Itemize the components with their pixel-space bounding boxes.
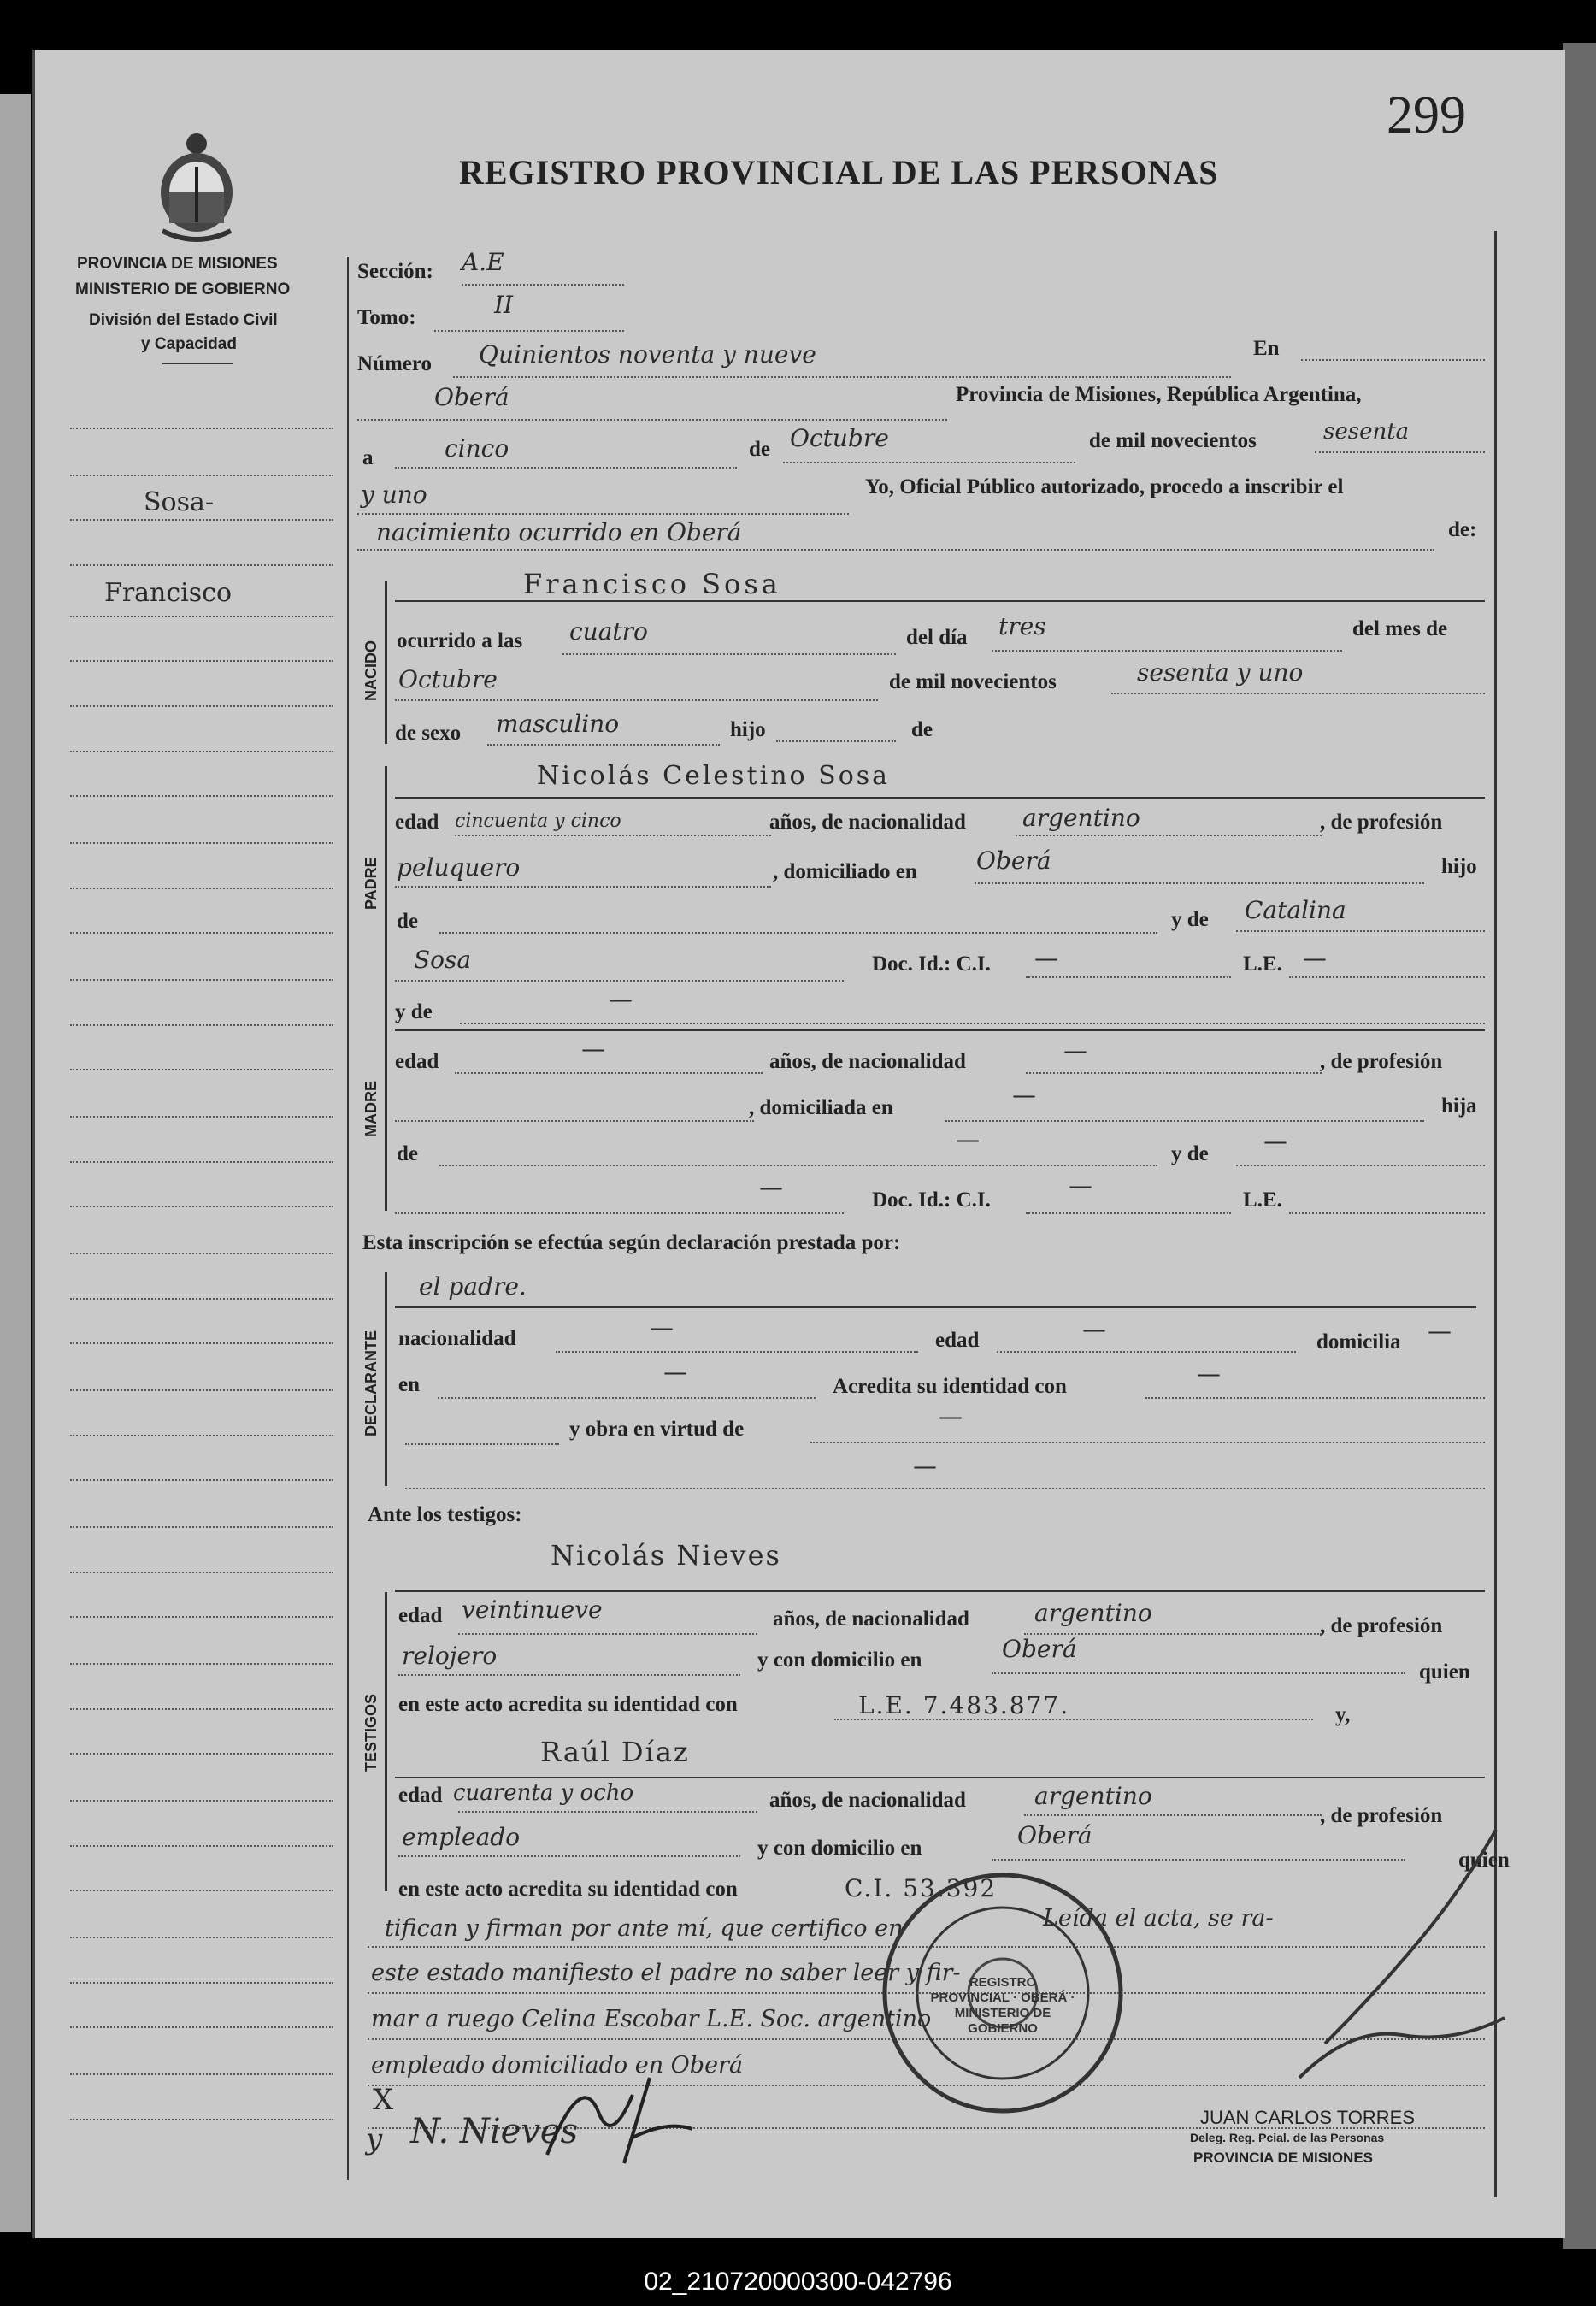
value-anio-cont: y uno	[361, 481, 427, 509]
value-madre-domicilio: —	[1012, 1081, 1036, 1109]
main-left-rule	[347, 257, 349, 2180]
form-line	[1145, 1397, 1485, 1399]
label-declarante-obra: y obra en virtud de	[569, 1418, 745, 1441]
declarante-rule	[385, 1272, 387, 1486]
label-en: En	[1253, 337, 1280, 360]
form-line	[439, 1165, 1157, 1166]
form-line	[395, 1590, 1485, 1592]
label-madre-domicilio: , domiciliada en	[749, 1096, 893, 1119]
signature-y: y	[366, 2122, 383, 2156]
side-label-testigos: TESTIGOS	[362, 1693, 380, 1772]
label-madre-le: L.E.	[1243, 1188, 1282, 1212]
label-mil-novecientos: de mil novecientos	[1089, 429, 1257, 452]
stamp-text: REGISTRO PROVINCIAL · OBERÁ · MINISTERIO DE GOBIERNO	[930, 1975, 1075, 2036]
label-provincia: Provincia de Misiones, República Argentina,	[956, 383, 1362, 406]
form-line	[395, 467, 737, 469]
value-madre-ci: —	[1069, 1171, 1092, 1200]
label-declarante-domicilia: domicilia	[1316, 1330, 1401, 1354]
value-sexo: masculino	[496, 710, 620, 738]
value-testigo1-profesion: relojero	[402, 1642, 498, 1670]
office-ministry: MINISTERIO DE GOBIERNO	[75, 280, 291, 298]
form-line	[460, 1023, 1485, 1024]
form-line	[395, 1212, 844, 1214]
label-madre-hija: hija	[1441, 1094, 1477, 1118]
form-line	[357, 513, 849, 515]
form-line	[70, 1206, 333, 1207]
form-line	[1026, 1072, 1322, 1074]
office-division-2: y Capacidad	[141, 335, 237, 353]
form-line	[70, 1616, 333, 1618]
label-madre-profesion: , de profesión	[1320, 1050, 1443, 1073]
label-ocurrido: ocurrido a las	[397, 629, 523, 652]
office-province: PROVINCIA DE MISIONES	[77, 255, 278, 273]
form-line	[398, 1855, 740, 1857]
value-testigo2: Raúl Díaz	[540, 1736, 690, 1768]
official-name: JUAN CARLOS TORRES	[1200, 2107, 1416, 2128]
value-testigo2-edad: cuarenta y ocho	[453, 1780, 634, 1806]
form-line	[70, 751, 333, 752]
form-line	[70, 1708, 333, 1710]
label-padre-edad: edad	[395, 811, 439, 834]
label-testigo2-profesion: , de profesión	[1320, 1804, 1443, 1827]
value-padre-domicilio: Oberá	[976, 846, 1051, 875]
form-line	[70, 888, 333, 889]
form-line	[70, 2026, 333, 2028]
form-line	[395, 1777, 1485, 1778]
value-testigo1-edad: veintinueve	[462, 1595, 603, 1624]
value-padre-madre: Catalina	[1245, 896, 1346, 924]
form-line	[70, 1937, 333, 1938]
value-padre-ci: —	[1034, 944, 1058, 972]
label-testigo1-acredita: en este acto acredita su identidad con	[398, 1693, 738, 1716]
value-declarante: el padre.	[419, 1272, 527, 1300]
form-line	[70, 2119, 333, 2120]
form-line	[70, 1389, 333, 1391]
value-numero: Quinientos noventa y nueve	[479, 340, 816, 369]
label-inscripcion: Esta inscripción se efectúa según declaración prestada por:	[362, 1231, 901, 1254]
form-line	[395, 699, 878, 701]
label-declarante-acredita: Acredita su identidad con	[833, 1375, 1067, 1398]
label-padre-de: de	[397, 910, 418, 933]
label-de-2: de	[911, 718, 933, 741]
form-line	[434, 330, 624, 332]
label-del-mes: del mes de	[1352, 617, 1448, 640]
form-line	[487, 744, 720, 746]
value-padre-le: —	[1303, 944, 1327, 972]
side-label-declarante: DECLARANTE	[362, 1330, 380, 1436]
form-line	[398, 1674, 740, 1676]
form-line	[395, 1306, 1476, 1308]
value-seccion: A.E	[462, 248, 504, 276]
label-de-colon: de:	[1448, 518, 1477, 541]
value-testigo1-domicilio: Oberá	[1002, 1635, 1077, 1663]
form-line	[70, 1479, 333, 1481]
right-page-edge	[1563, 43, 1596, 2249]
form-line	[405, 1488, 1485, 1489]
label-hijo-o: hijo	[730, 718, 766, 741]
form-line	[810, 1442, 1485, 1443]
form-line	[70, 1116, 333, 1118]
form-line	[70, 1982, 333, 1984]
page-number: 299	[1387, 86, 1466, 144]
label-testigo1-nacionalidad: años, de nacionalidad	[773, 1607, 969, 1631]
label-declarante-edad: edad	[935, 1329, 980, 1352]
value-dia-inscripcion: cinco	[445, 434, 509, 463]
signature-witness: N. Nieves	[410, 2112, 579, 2151]
label-declarante-nacionalidad: nacionalidad	[398, 1327, 516, 1350]
margin-given-name: Francisco	[104, 578, 233, 608]
value-acto: nacimiento ocurrido en Oberá	[376, 518, 742, 546]
form-line	[70, 1069, 333, 1070]
label-testigo2-nacionalidad: años, de nacionalidad	[769, 1789, 966, 1812]
form-line	[1026, 976, 1231, 978]
record-title: REGISTRO PROVINCIAL DE LAS PERSONAS	[459, 153, 1219, 192]
form-line	[458, 1811, 757, 1813]
form-line	[1289, 1212, 1485, 1214]
side-label-padre: PADRE	[362, 857, 380, 910]
side-label-nacido: NACIDO	[362, 640, 380, 701]
value-nacido-nombre: Francisco Sosa	[523, 568, 781, 600]
form-line	[357, 419, 947, 421]
value-declarante-domicilia: —	[1428, 1317, 1452, 1345]
form-line	[945, 1120, 1424, 1122]
value-closing-5: empleado domiciliado en Oberá	[371, 2052, 744, 2079]
form-line	[70, 795, 333, 797]
label-tomo: Tomo:	[357, 306, 416, 329]
form-line	[562, 653, 896, 655]
value-anio-inscripcion: sesenta	[1323, 419, 1410, 445]
label-testigo2-edad: edad	[398, 1784, 443, 1807]
form-line	[1016, 835, 1322, 836]
label-declarante-en: en	[398, 1373, 420, 1396]
value-padre-madre-apellido: Sosa	[414, 946, 472, 974]
value-madre-edad: —	[581, 1035, 605, 1063]
form-line	[405, 1443, 559, 1445]
value-tomo: II	[494, 291, 514, 319]
form-line	[458, 1633, 757, 1635]
form-line	[70, 1526, 333, 1528]
label-padre-doc: Doc. Id.: C.I.	[872, 952, 991, 976]
value-padre-nacionalidad: argentino	[1022, 804, 1140, 832]
form-line	[1236, 1165, 1485, 1166]
label-testigo2-acredita: en este acto acredita su identidad con	[398, 1878, 738, 1901]
label-testigo1-domicilio: y con domicilio en	[757, 1648, 922, 1672]
form-line	[1315, 451, 1485, 453]
side-label-madre: MADRE	[362, 1081, 380, 1137]
official-province: PROVINCIA DE MISIONES	[1193, 2150, 1374, 2166]
official-stamp	[879, 1869, 1127, 2117]
value-declarante-obra: —	[939, 1402, 963, 1430]
form-line	[70, 1890, 333, 1891]
margin-surname: Sosa-	[144, 487, 215, 517]
form-line	[70, 660, 333, 662]
label-numero: Número	[357, 352, 433, 375]
value-declarante-edad: —	[1082, 1315, 1106, 1343]
label-padre-nacionalidad: años, de nacionalidad	[769, 811, 966, 834]
label-padre-domicilio: , domiciliado en	[773, 860, 917, 883]
value-madre-padres: —	[956, 1125, 980, 1153]
value-declarante-acredita: —	[1197, 1359, 1221, 1388]
form-line	[992, 1672, 1405, 1674]
form-line	[70, 1298, 333, 1300]
signature-official	[1248, 1821, 1530, 2108]
form-line	[776, 740, 896, 742]
form-line	[395, 600, 1485, 602]
form-line	[70, 1753, 333, 1755]
office-division: División del Estado Civil	[89, 311, 278, 329]
form-line	[70, 1800, 333, 1802]
form-line	[1236, 930, 1485, 932]
form-line	[395, 1029, 1485, 1031]
form-line	[395, 797, 1485, 799]
label-madre-nacionalidad: años, de nacionalidad	[769, 1050, 966, 1073]
form-line	[70, 1845, 333, 1847]
coat-of-arms-icon	[154, 128, 239, 252]
value-padre-edad: cincuenta y cinco	[455, 811, 621, 832]
value-testigo2-nacionalidad: argentino	[1034, 1782, 1152, 1810]
label-ante-testigos: Ante los testigos:	[368, 1503, 522, 1526]
form-line	[70, 2073, 333, 2075]
value-madre-y-de: —	[1263, 1127, 1287, 1155]
label-padre-le: L.E.	[1243, 952, 1282, 976]
form-line	[70, 1024, 333, 1026]
label-seccion: Sección:	[357, 260, 433, 283]
padre-rule	[385, 766, 387, 997]
form-line	[1111, 693, 1485, 694]
form-line	[70, 1253, 333, 1254]
form-line	[395, 1120, 754, 1122]
testigos-rule	[385, 1592, 387, 1891]
office-underline	[162, 363, 233, 364]
label-testigo2-domicilio: y con domicilio en	[757, 1837, 922, 1860]
value-madre-nacionalidad: —	[1063, 1036, 1087, 1065]
form-line	[453, 376, 1231, 378]
value-testigo1-nacionalidad: argentino	[1034, 1599, 1152, 1627]
label-madre-y-de: y de	[395, 1000, 433, 1023]
value-dia: tres	[998, 612, 1046, 640]
signature-cross: X	[373, 2083, 394, 2117]
label-padre-hijo: hijo	[1441, 855, 1477, 878]
footer-id: 02_210720000300-042796	[644, 2268, 952, 2296]
value-closing-2: tifican y firman por ante mí, que certifico en	[385, 1915, 904, 1942]
label-yo-oficial: Yo, Oficial Público autorizado, procedo a inscribir el	[865, 475, 1344, 498]
form-line	[997, 1351, 1296, 1353]
form-line	[1024, 1814, 1322, 1816]
form-line	[455, 1072, 763, 1074]
form-line	[70, 1342, 333, 1344]
label-testigo2-quien: quien	[1458, 1849, 1510, 1872]
value-declarante-en: —	[663, 1358, 687, 1386]
form-line	[1026, 1212, 1231, 1214]
value-closing-4: mar a ruego Celina Escobar L.E. Soc. argentino	[371, 2006, 932, 2032]
form-line	[455, 835, 771, 836]
label-sexo: de sexo	[395, 722, 462, 745]
form-line	[992, 650, 1342, 652]
form-line	[70, 842, 333, 844]
form-line	[70, 475, 333, 476]
form-line	[70, 519, 333, 521]
form-line	[1301, 359, 1485, 361]
value-madre-extra: —	[759, 1173, 783, 1201]
form-line	[439, 932, 1157, 934]
value-testigo2-domicilio: Oberá	[1017, 1821, 1092, 1849]
label-madre-doc: Doc. Id.: C.I.	[872, 1188, 991, 1212]
value-declarante-nacionalidad: —	[650, 1313, 674, 1342]
value-closing-3: este estado manifiesto el padre no saber leer y fir-	[371, 1960, 961, 1986]
label-del-dia: del día	[906, 626, 968, 649]
value-madre-nombre: —	[609, 985, 633, 1013]
madre-rule	[385, 997, 387, 1211]
label-testigo1-edad: edad	[398, 1604, 443, 1627]
label-madre-edad: edad	[395, 1050, 439, 1073]
value-testigo2-profesion: empleado	[402, 1823, 521, 1851]
form-line	[70, 705, 333, 707]
value-hora: cuatro	[569, 617, 648, 646]
value-testigo2-doc: C.I. 53.392	[845, 1874, 998, 1902]
form-line	[975, 882, 1424, 884]
label-madre-y-de-2: y de	[1171, 1142, 1209, 1165]
label-mil-novecientos-2: de mil novecientos	[889, 670, 1057, 693]
left-page-edge	[0, 94, 31, 2232]
form-line	[70, 564, 333, 566]
label-testigo1-quien: quien	[1419, 1660, 1470, 1684]
label-a: a	[362, 446, 374, 469]
label-padre-profesion: , de profesión	[1320, 811, 1443, 834]
value-declarante-extra: —	[913, 1452, 937, 1480]
signature-flourish	[530, 2061, 701, 2176]
label-testigo1-y: y,	[1335, 1703, 1351, 1726]
form-line	[70, 1435, 333, 1436]
value-mes-inscripcion: Octubre	[790, 424, 889, 452]
value-mes: Octubre	[398, 665, 498, 693]
form-line	[70, 932, 333, 934]
official-title: Deleg. Reg. Pcial. de las Personas	[1190, 2131, 1385, 2144]
nacido-rule	[385, 581, 387, 744]
form-line	[783, 462, 1075, 463]
form-line	[357, 549, 1434, 551]
form-line	[395, 886, 771, 888]
form-line	[1289, 976, 1485, 978]
value-testigo1: Nicolás Nieves	[551, 1539, 781, 1572]
form-line	[70, 1572, 333, 1573]
form-line	[70, 1161, 333, 1163]
form-line	[438, 1397, 816, 1399]
value-testigo1-doc: L.E. 7.483.877.	[858, 1691, 1070, 1719]
form-line	[395, 980, 844, 982]
value-hijo-de: Nicolás Celestino Sosa	[537, 761, 891, 791]
value-anio: sesenta y uno	[1137, 658, 1304, 687]
label-padre-y-de: y de	[1171, 908, 1209, 931]
value-lugar: Oberá	[434, 383, 509, 411]
form-line	[70, 428, 333, 429]
form-line	[70, 616, 333, 617]
form-line	[462, 284, 624, 286]
value-padre-profesion: peluquero	[397, 853, 521, 882]
value-closing-1: Leída el acta, se ra-	[1043, 1905, 1274, 1931]
form-line	[70, 979, 333, 981]
label-madre-de: de	[397, 1142, 418, 1165]
label-de: de	[749, 438, 770, 461]
form-line	[556, 1351, 918, 1353]
label-testigo1-profesion: , de profesión	[1320, 1614, 1443, 1637]
form-line	[70, 1663, 333, 1665]
